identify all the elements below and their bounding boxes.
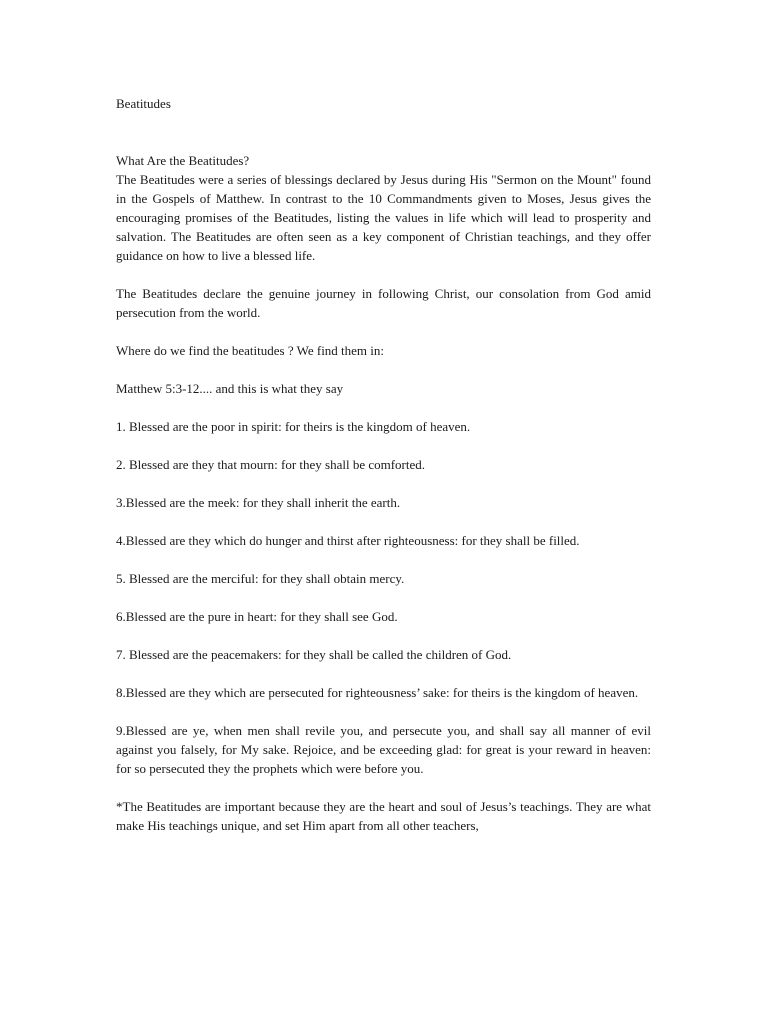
document-title: Beatitudes xyxy=(116,96,171,111)
journey-paragraph: The Beatitudes declare the genuine journey in following Christ, our consolation from God amid persecution from the world. xyxy=(116,286,651,320)
beatitude-5: 5. Blessed are the merciful: for they shall obtain mercy. xyxy=(116,571,405,586)
beatitude-8: 8.Blessed are they which are persecuted for righteousness’ sake: for theirs is the kingdom of heaven. xyxy=(116,685,639,700)
beatitude-2: 2. Blessed are they that mourn: for they shall be comforted. xyxy=(116,457,426,472)
beatitude-6: 6.Blessed are the pure in heart: for they shall see God. xyxy=(116,609,398,624)
intro-paragraph: The Beatitudes were a series of blessings declared by Jesus during His "Sermon on the Mount" found in the Gospels of Matthew. In contrast to the 10 Commandments given to Moses, Jesus gives the encouraging promises of the Beatitudes, listing the values in life which will lead to prosperity and salvation. The Beatitudes are often seen as a key component of Christian teachings, and they offer guidance on how to live a blessed life. xyxy=(116,172,651,263)
document-page xyxy=(116,94,651,854)
where-paragraph: Where do we find the beatitudes ? We find them in: xyxy=(116,343,385,358)
beatitude-9: 9.Blessed are ye, when men shall revile you, and persecute you, and shall say all manner of evil against you falsely, for My sake. Rejoice, and be exceeding glad: for great is your reward in heaven: for so persecuted they the prophets which were before you. xyxy=(116,723,651,776)
beatitude-3: 3.Blessed are the meek: for they shall inherit the earth. xyxy=(116,495,401,510)
closing-paragraph: *The Beatitudes are important because they are the heart and soul of Jesus’s teachings. They are what make His teachings unique, and set Him apart from all other teachers, xyxy=(116,799,651,833)
reference-paragraph: Matthew 5:3-12.... and this is what they say xyxy=(116,381,344,396)
beatitude-4: 4.Blessed are they which do hunger and thirst after righteousness: for they shall be filled. xyxy=(116,533,580,548)
beatitude-1: 1. Blessed are the poor in spirit: for theirs is the kingdom of heaven. xyxy=(116,419,471,434)
title-spacer xyxy=(116,113,651,151)
section-heading: What Are the Beatitudes? xyxy=(116,153,250,168)
beatitude-7: 7. Blessed are the peacemakers: for they shall be called the children of God. xyxy=(116,647,512,662)
